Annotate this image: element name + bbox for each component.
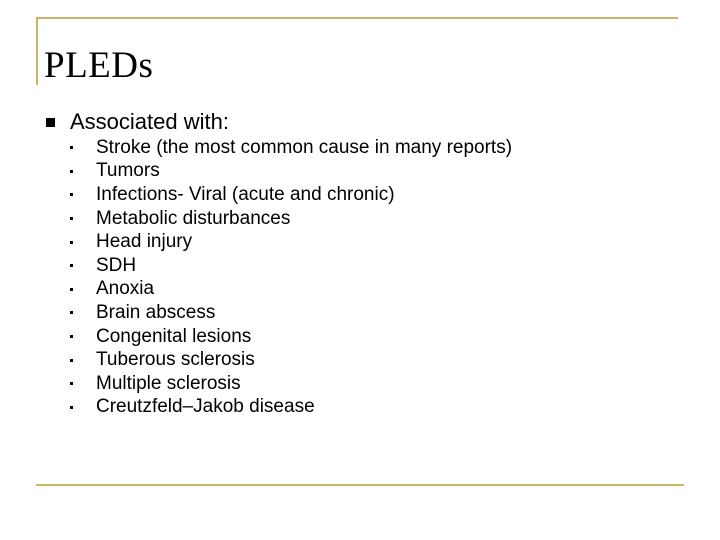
small-square-bullet-icon	[70, 359, 73, 362]
small-square-bullet-icon	[70, 217, 73, 220]
small-square-bullet-icon	[70, 241, 73, 244]
small-square-bullet-icon	[70, 146, 73, 149]
list-item-text: SDH	[96, 254, 137, 276]
small-square-bullet-icon	[70, 170, 73, 173]
top-rule	[36, 17, 678, 19]
list-item	[70, 372, 512, 396]
list-item-text: Stroke (the most common cause in many reports)	[96, 136, 513, 158]
list-item	[70, 136, 512, 160]
small-square-bullet-icon	[70, 335, 73, 338]
bullet-heading	[46, 109, 229, 135]
small-square-bullet-icon	[70, 193, 73, 196]
list-item	[70, 396, 512, 420]
list-item-text: Head injury	[96, 231, 193, 253]
list-item-text: Anoxia	[96, 278, 155, 300]
causes-list	[70, 136, 512, 419]
list-item	[70, 254, 512, 278]
small-square-bullet-icon	[70, 264, 73, 267]
bottom-rule	[36, 484, 684, 486]
list-item	[70, 183, 512, 207]
list-item	[70, 325, 512, 349]
list-item-text: Creutzfeld–Jakob disease	[96, 396, 315, 418]
list-item	[70, 348, 512, 372]
list-item	[70, 301, 512, 325]
list-item-text: Infections- Viral (acute and chronic)	[96, 183, 395, 205]
small-square-bullet-icon	[70, 288, 73, 291]
slide-title: PLEDs	[44, 45, 154, 86]
small-square-bullet-icon	[70, 382, 73, 385]
small-square-bullet-icon	[70, 406, 73, 409]
list-item-text: Tuberous sclerosis	[96, 349, 255, 371]
square-bullet-icon	[46, 118, 55, 127]
left-rule	[36, 17, 38, 85]
list-item	[70, 160, 512, 184]
list-item-text: Tumors	[96, 160, 160, 182]
list-item-text: Congenital lesions	[96, 325, 252, 347]
small-square-bullet-icon	[70, 311, 73, 314]
list-item-text: Metabolic disturbances	[96, 207, 291, 229]
list-item-text: Brain abscess	[96, 301, 216, 323]
list-item	[70, 230, 512, 254]
list-item	[70, 278, 512, 302]
heading-text: Associated with:	[70, 109, 229, 134]
list-item-text: Multiple sclerosis	[96, 372, 241, 394]
list-item	[70, 207, 512, 231]
